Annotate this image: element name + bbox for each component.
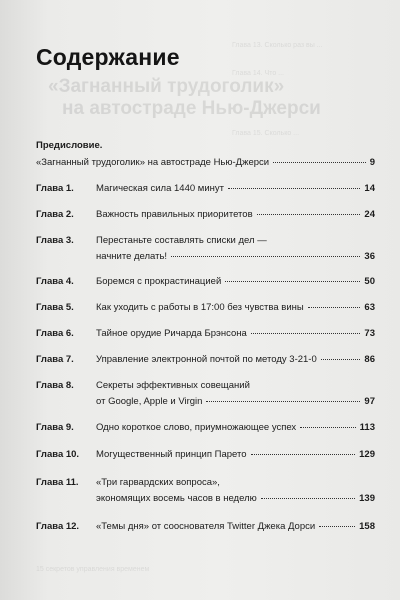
chapter-title: Тайное орудие Ричарда Брэнсона (96, 328, 247, 339)
toc-entry-chapter-7[interactable] (36, 354, 375, 365)
dot-leader (321, 359, 361, 360)
page-number: 9 (369, 157, 375, 168)
page-number: 158 (359, 521, 375, 532)
toc-entry-chapter-4[interactable] (36, 276, 375, 287)
chapter-label: Глава 4. (36, 276, 74, 287)
chapter-title: Секреты эффективных совещаний (96, 380, 250, 391)
toc-entry-chapter-12[interactable] (36, 521, 375, 532)
toc-entry-chapter-10[interactable] (36, 449, 375, 460)
dot-leader (228, 188, 360, 189)
chapter-label: Глава 3. (36, 235, 74, 246)
chapter-title: Как уходить с работы в 17:00 без чувства вины (96, 302, 304, 313)
dot-leader (308, 307, 361, 308)
preface-heading: Предисловие. (36, 140, 103, 151)
chapter-label: Глава 2. (36, 209, 74, 220)
preface-entry[interactable] (36, 157, 375, 168)
dot-leader (225, 281, 360, 282)
chapter-title: Одно короткое слово, приумножающее успех (96, 422, 297, 433)
page-number: 97 (364, 396, 375, 407)
chapter-label: Глава 7. (36, 354, 74, 365)
chapter-label: Глава 1. (36, 183, 74, 194)
preface-entry-title: «Загнанный трудоголик» на автостраде Нью-Джерси (36, 157, 270, 168)
chapter-title: Магическая сила 1440 минут (96, 183, 224, 194)
toc-entry-chapter-11[interactable] (36, 477, 375, 504)
toc-entry-chapter-5[interactable] (36, 302, 375, 313)
page-number: 139 (359, 493, 375, 504)
dot-leader (171, 256, 360, 257)
dot-leader (251, 454, 356, 455)
toc-entry-chapter-3[interactable] (36, 235, 375, 262)
page-title: Содержание (36, 44, 180, 70)
show-through-text: Глава 15. Сколько ... (232, 130, 300, 137)
chapter-title: Боремся с прокрастинацией (96, 276, 222, 287)
chapter-label: Глава 11. (36, 477, 79, 488)
toc-entry-chapter-8[interactable] (36, 380, 375, 407)
toc-entry-chapter-2[interactable] (36, 209, 375, 220)
chapter-label: Глава 8. (36, 380, 74, 391)
show-through-text: 15 секретов управления временем (36, 566, 150, 573)
dot-leader (319, 526, 355, 527)
page-number: 86 (364, 354, 375, 365)
chapter-title-continued: начните делать! (96, 251, 168, 262)
chapter-title: Перестаньте составлять списки дел — (96, 235, 267, 246)
chapter-title: «Три гарвардских вопроса», (96, 477, 220, 488)
chapter-title: Важность правильных приоритетов (96, 209, 253, 220)
dot-leader (261, 498, 355, 499)
dot-leader (300, 427, 355, 428)
page-number: 129 (359, 449, 375, 460)
show-through-text: Глава 14. Что ... (232, 70, 284, 77)
chapter-title: Могущественный принцип Парето (96, 449, 247, 460)
dot-leader (251, 333, 361, 334)
chapter-label: Глава 10. (36, 449, 80, 460)
chapter-title-continued: экономящих восемь часов в неделю (96, 493, 257, 504)
chapter-title: Управление электронной почтой по методу 3-21-0 (96, 354, 317, 365)
page-number: 24 (364, 209, 375, 220)
chapter-title: «Темы дня» от сооснователя Twitter Джека Дорси (96, 521, 316, 532)
show-through-text: на автостраде Нью-Джерси (62, 98, 321, 119)
show-through-text: Глава 13. Сколько раз вы ... (232, 42, 323, 49)
page-number: 113 (359, 422, 375, 433)
page-number: 63 (364, 302, 375, 313)
chapter-label: Глава 9. (36, 422, 74, 433)
chapter-title-continued: от Google, Apple и Virgin (96, 396, 203, 407)
dot-leader (206, 401, 360, 402)
chapter-label: Глава 5. (36, 302, 74, 313)
show-through-text: «Загнанный трудоголик» (48, 76, 285, 97)
page-number: 50 (364, 276, 375, 287)
chapter-label: Глава 12. (36, 521, 80, 532)
toc-entry-chapter-9[interactable] (36, 422, 375, 433)
page-number: 14 (364, 183, 375, 194)
dot-leader (257, 214, 361, 215)
chapter-label: Глава 6. (36, 328, 74, 339)
page-number: 73 (364, 328, 375, 339)
page-number: 36 (364, 251, 375, 262)
toc-entry-chapter-6[interactable] (36, 328, 375, 339)
dot-leader (273, 162, 366, 163)
toc-entry-chapter-1[interactable] (36, 183, 375, 194)
